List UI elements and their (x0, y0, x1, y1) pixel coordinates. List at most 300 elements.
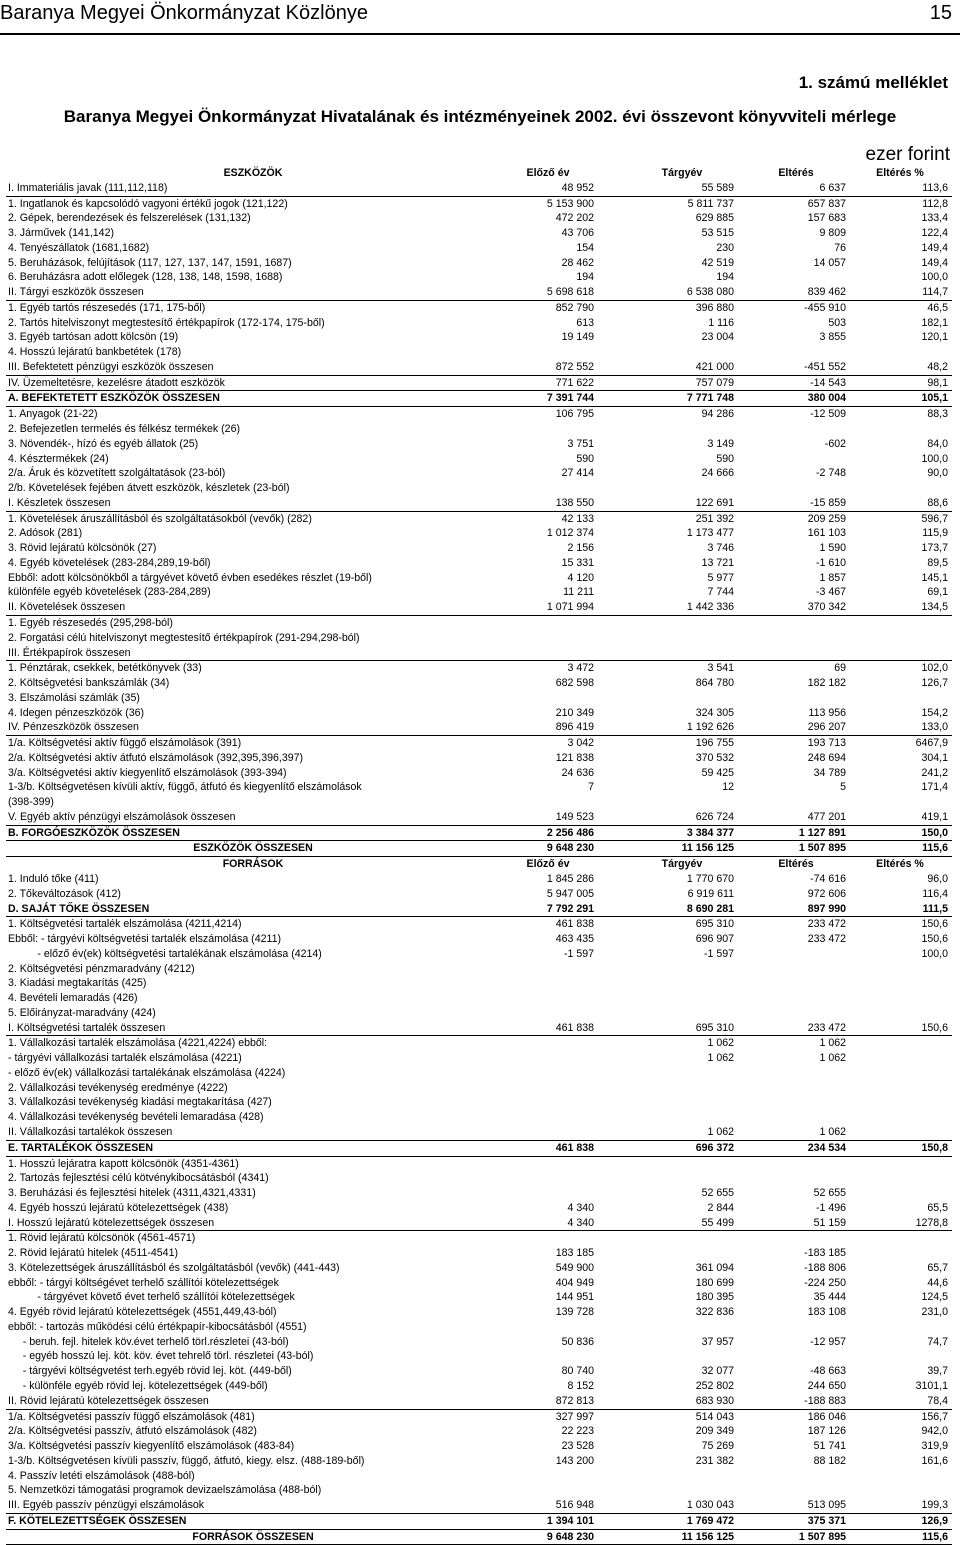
difference-cell: 233 472 (807, 918, 846, 931)
difference-cell: 183 108 (807, 1306, 846, 1319)
current-year-cell: 53 515 (701, 227, 734, 240)
current-year-cell: 32 077 (701, 1365, 734, 1378)
prev-year-cell: 48 952 (561, 181, 594, 194)
row-label: I. Hosszú lejáratú kötelezettségek összesen (8, 1216, 215, 1229)
table-row (6, 496, 952, 512)
prev-year-cell: 461 838 (555, 918, 594, 931)
difference-cell (746, 646, 846, 661)
prev-year-cell: 194 (576, 271, 594, 284)
difference-pct-cell: 150,0 (921, 826, 948, 839)
difference-pct-cell (852, 631, 948, 646)
prev-year-cell: 1 394 101 (546, 1514, 594, 1527)
difference-pct-cell: 90,0 (927, 467, 948, 480)
table-row (6, 1171, 952, 1186)
difference-cell: 657 837 (807, 197, 846, 210)
current-year-cell (630, 1157, 734, 1172)
row-label: 2. Tartós hitelviszonyt megtestesítő értékpapírok (172-174, 175-ből) (8, 316, 325, 329)
prev-year-cell: 23 528 (561, 1440, 594, 1453)
prev-year-cell (502, 1349, 594, 1364)
prev-year-cell (502, 1095, 594, 1110)
difference-cell: Eltérés (778, 858, 814, 871)
difference-pct-cell (852, 1171, 948, 1186)
prev-year-cell: 472 202 (555, 212, 594, 225)
prev-year-cell: 896 419 (555, 721, 594, 734)
difference-pct-cell: 116,4 (922, 887, 948, 900)
row-label: 4. Egyéb hosszú lejáratú kötelezettségek (438) (8, 1201, 229, 1214)
unit-label: ezer forint (865, 144, 950, 165)
prev-year-cell: 7 (588, 781, 594, 794)
difference-pct-cell: 111,5 (922, 902, 948, 915)
row-label: 3. Vállalkozási tevékenység kiadási megtakarítása (427) (8, 1096, 272, 1109)
prev-year-cell: 461 838 (555, 1141, 594, 1154)
table-row (6, 1379, 952, 1394)
prev-year-cell (502, 1483, 594, 1498)
table-row (6, 1261, 952, 1276)
current-year-cell (630, 1246, 734, 1261)
difference-pct-cell: 113,6 (922, 181, 948, 194)
table-row (6, 841, 952, 857)
prev-year-cell: 2 156 (567, 542, 594, 555)
difference-cell (746, 481, 846, 496)
table-row (6, 181, 952, 197)
difference-cell (746, 947, 846, 962)
table-row (6, 1186, 952, 1201)
difference-cell: 375 371 (807, 1514, 846, 1527)
difference-cell: 1 062 (819, 1126, 846, 1138)
current-year-cell: 251 392 (695, 512, 734, 525)
difference-cell (746, 991, 846, 1006)
row-label: különféle egyéb követelések (283-284,289) (8, 586, 211, 599)
table-row (6, 661, 952, 676)
row-label: 1. Költségvetési tartalék elszámolása (4211,4214) (8, 918, 242, 931)
prev-year-cell: 5 947 005 (546, 887, 594, 900)
table-row (6, 197, 952, 212)
row-label: 3. Elszámolási számlák (35) (8, 691, 140, 704)
difference-cell: 477 201 (807, 810, 846, 823)
current-year-cell: 5 811 737 (687, 197, 734, 210)
row-label: ebből: - tárgyi költségévet terhelő szállítói kötelezettségek (8, 1276, 279, 1289)
prev-year-cell: 15 331 (561, 556, 594, 569)
table-row (6, 691, 952, 706)
row-label: 1. Rövid lejáratú kölcsönök (4561-4571) (8, 1232, 196, 1245)
table-row (6, 1394, 952, 1410)
table-row (6, 676, 952, 691)
prev-year-cell: 106 795 (555, 408, 594, 421)
prev-year-cell: 590 (576, 452, 594, 465)
difference-cell: 161 103 (807, 527, 846, 540)
prev-year-cell (502, 1320, 594, 1335)
row-label: 3. Kötelezettségek áruszállításból és szolgáltatásból (vevők) (441-443) (8, 1261, 340, 1274)
table-row (6, 316, 952, 331)
difference-cell: -48 663 (810, 1365, 846, 1378)
difference-cell: 1 062 (819, 1052, 846, 1065)
row-label: - tárgyévet követő évet terhelő szállítói kötelezettségek (8, 1291, 295, 1304)
prev-year-cell: 149 523 (555, 810, 594, 823)
prev-year-cell: 24 636 (561, 766, 594, 779)
difference-cell: 1 590 (819, 542, 846, 555)
table-header-row (6, 857, 952, 872)
row-label: ebből: - tartozás működési célú értékpapír-kibocsátásból (4551) (8, 1320, 307, 1333)
difference-cell: 897 990 (807, 902, 846, 915)
table-row (6, 360, 952, 376)
prev-year-cell: 3 751 (567, 437, 594, 450)
row-label: 4. Késztermékek (24) (8, 452, 109, 465)
prev-year-cell: 144 951 (555, 1291, 594, 1304)
current-year-cell: 23 004 (701, 331, 734, 344)
current-year-cell: 1 030 043 (686, 1499, 734, 1512)
prev-year-cell (502, 1157, 594, 1172)
prev-year-cell: 4 340 (567, 1201, 594, 1214)
row-label: 1. Vállalkozási tartalék elszámolása (4221,4224) ebből: (8, 1037, 268, 1050)
current-year-cell: 24 666 (701, 467, 734, 480)
difference-pct-cell: 596,7 (921, 512, 948, 525)
current-year-cell: 3 541 (707, 662, 734, 675)
difference-pct-cell (852, 1157, 948, 1172)
difference-cell: -188 806 (804, 1261, 846, 1274)
table-row (6, 1081, 952, 1096)
prev-year-cell: 327 997 (555, 1410, 594, 1423)
difference-pct-cell: 114,7 (922, 286, 948, 299)
difference-pct-cell (852, 1125, 948, 1140)
prev-year-cell: 50 836 (561, 1335, 594, 1348)
prev-year-cell (502, 1231, 594, 1246)
current-year-cell: 370 532 (695, 751, 734, 764)
current-year-cell: 5 977 (707, 571, 734, 584)
difference-pct-cell (852, 1066, 948, 1081)
current-year-cell: 421 000 (695, 360, 734, 373)
difference-pct-cell: 69,1 (927, 586, 948, 599)
current-year-cell: 6 919 611 (687, 887, 734, 900)
row-label: IV. Pénzeszközök összesen (8, 721, 139, 734)
difference-pct-cell: 3101,1 (915, 1380, 948, 1393)
current-year-cell: 1 116 (708, 316, 734, 329)
difference-cell: 51 741 (813, 1440, 846, 1453)
current-year-cell (630, 795, 734, 810)
row-label: I. Immateriális javak (111,112,118) (8, 181, 168, 194)
current-year-cell: 3 384 377 (686, 826, 734, 839)
difference-pct-cell: 115,6 (922, 1530, 948, 1543)
difference-cell: 187 126 (807, 1425, 846, 1438)
difference-pct-cell: 39,7 (927, 1365, 948, 1378)
table-row (6, 211, 952, 226)
row-label: 5. Nemzetközi támogatási programok devizaelszámolása (488-ból) (8, 1484, 322, 1497)
table-row (6, 902, 952, 918)
difference-cell (746, 631, 846, 646)
prev-year-cell: 8 152 (567, 1380, 594, 1393)
row-label: 4. Idegen pénzeszközök (36) (8, 706, 145, 719)
current-year-cell: 1 062 (707, 1052, 734, 1065)
table-row (6, 571, 952, 586)
table-row (6, 466, 952, 481)
current-year-cell: 11 156 125 (681, 842, 734, 855)
row-label: - egyéb hosszú lej. köt. köv. évet tehrelő törl. részletei (43-ból) (8, 1350, 314, 1363)
row-label: 2. Tőkeváltozások (412) (8, 887, 121, 900)
row-label: 3. Beruházási és fejlesztési hitelek (4311,4321,4331) (8, 1187, 256, 1200)
table-row (6, 795, 952, 810)
table-row (6, 1498, 952, 1514)
difference-pct-cell: 133,0 (921, 721, 948, 734)
row-label: 3. Rövid lejáratú kölcsönök (27) (8, 542, 157, 555)
current-year-cell: 11 156 125 (681, 1530, 734, 1543)
balance-sheet-table (6, 166, 952, 1545)
difference-pct-cell: 120,1 (921, 331, 948, 344)
table-row (6, 437, 952, 452)
current-year-cell: 1 062 (707, 1037, 734, 1050)
table-row (6, 616, 952, 631)
row-label: 4. Vállalkozási tevékenység bevételi lemaradása (428) (8, 1111, 264, 1124)
table-row (6, 1439, 952, 1454)
table-row (6, 1305, 952, 1320)
difference-cell: -1 496 (815, 1201, 846, 1214)
row-label: 1. Ingatlanok és kapcsolódó vagyoni értékű jogok (121,122) (8, 197, 288, 210)
row-label: 3. Kiadási megtakarítás (425) (8, 977, 147, 990)
difference-cell (746, 1095, 846, 1110)
difference-pct-cell (852, 1186, 948, 1201)
difference-pct-cell: 149,4 (921, 256, 948, 269)
difference-pct-cell: 78,4 (927, 1394, 948, 1407)
current-year-cell: 42 519 (701, 256, 734, 269)
difference-pct-cell (852, 1051, 948, 1066)
difference-pct-cell (852, 691, 948, 706)
prev-year-cell (502, 646, 594, 661)
difference-pct-cell (852, 1469, 948, 1484)
row-label: I. Készletek összesen (8, 496, 111, 509)
difference-pct-cell: 74,7 (927, 1335, 948, 1348)
difference-cell: 35 444 (813, 1291, 846, 1304)
difference-pct-cell (852, 646, 948, 661)
row-label: 1-3/b. Költségvetésen kívüli aktív, függő, átfutó és kiegyenlítő elszámolások (8, 781, 362, 794)
row-label: (398-399) (8, 796, 54, 809)
row-label: - tárgyévi vállalkozási tartalék elszámolása (4221) (8, 1052, 242, 1065)
current-year-cell: 361 094 (695, 1261, 734, 1274)
difference-cell: -224 250 (804, 1276, 846, 1289)
difference-cell: -451 552 (804, 360, 846, 373)
difference-cell: 14 057 (813, 256, 846, 269)
table-row (6, 226, 952, 241)
row-label: - előző év(ek) költségvetési tartalékának elszámolása (4214) (8, 947, 322, 960)
table-row (6, 600, 952, 616)
table-row (6, 526, 952, 541)
table-row (6, 1036, 952, 1051)
row-label: 2/a. Költségvetési passzív, átfutó elszámolások (482) (8, 1425, 257, 1438)
table-row (6, 1201, 952, 1216)
current-year-cell (630, 631, 734, 646)
prev-year-cell: 852 790 (555, 301, 594, 314)
table-row (6, 1483, 952, 1498)
row-label: - beruh. fejl. hitelek köv.évet terhelő törl.részletei (43-ból) (8, 1335, 289, 1348)
row-label: E. TARTALÉKOK ÖSSZESEN (8, 1141, 153, 1154)
difference-cell: 233 472 (807, 1021, 846, 1034)
difference-cell: 209 259 (807, 512, 846, 525)
difference-cell: 52 655 (813, 1187, 846, 1200)
table-row (6, 1335, 952, 1350)
row-label: I. Költségvetési tartalék összesen (8, 1021, 166, 1034)
prev-year-cell: 7 391 744 (546, 392, 594, 405)
difference-pct-cell: 46,5 (927, 301, 948, 314)
difference-cell: 513 095 (807, 1499, 846, 1512)
table-row (6, 1424, 952, 1439)
table-row (6, 407, 952, 422)
difference-cell: 113 956 (808, 706, 846, 719)
current-year-cell: 1 173 477 (686, 527, 734, 540)
table-row (6, 826, 952, 842)
difference-pct-cell: 199,3 (921, 1499, 948, 1512)
row-label: II. Tárgyi eszközök összesen (8, 286, 144, 299)
difference-cell: 839 462 (807, 286, 846, 299)
table-row (6, 1514, 952, 1530)
current-year-cell: 209 349 (695, 1425, 734, 1438)
difference-pct-cell: 96,0 (927, 872, 948, 885)
difference-pct-cell: 133,4 (921, 212, 948, 225)
table-row (6, 391, 952, 407)
difference-cell: -3 467 (815, 586, 846, 599)
difference-pct-cell: 419,1 (921, 810, 948, 823)
table-row (6, 1157, 952, 1172)
table-row (6, 646, 952, 662)
row-label: 1. Egyéb tartós részesedés (171, 175-ből) (8, 301, 206, 314)
table-row (6, 376, 952, 392)
current-year-cell: 231 382 (695, 1454, 734, 1467)
table-row (6, 1021, 952, 1037)
prev-year-cell (502, 1081, 594, 1096)
table-row (6, 962, 952, 977)
difference-pct-cell: 150,6 (921, 1021, 948, 1034)
difference-cell: 233 472 (807, 933, 846, 946)
difference-cell: -1 610 (815, 556, 846, 569)
prev-year-cell: 5 153 900 (546, 197, 594, 210)
current-year-cell: 7 771 748 (686, 392, 734, 405)
current-year-cell: 55 589 (701, 181, 734, 194)
table-row (6, 1454, 952, 1469)
table-row (6, 766, 952, 781)
current-year-cell: 683 930 (695, 1394, 734, 1407)
current-year-cell (630, 1095, 734, 1110)
difference-pct-cell (852, 1320, 948, 1335)
document-title: Baranya Megyei Önkormányzat Hivatalának és intézményeinek 2002. évi összevont könyvviteli mérlege (63, 107, 897, 126)
prev-year-cell: 872 552 (555, 360, 594, 373)
difference-cell: 234 534 (807, 1141, 846, 1154)
difference-pct-cell (852, 1483, 948, 1498)
difference-cell: 186 046 (807, 1410, 846, 1423)
difference-cell (746, 795, 846, 810)
difference-cell (746, 1006, 846, 1021)
prev-year-cell (502, 962, 594, 977)
row-label: 2. Vállalkozási tevékenység eredménye (4222) (8, 1081, 228, 1094)
table-row (6, 1276, 952, 1291)
table-row (6, 1410, 952, 1425)
current-year-cell: 629 885 (695, 212, 734, 225)
row-label: 1. Pénztárak, csekkek, betétkönyvek (33) (8, 662, 202, 675)
current-year-cell: 196 755 (695, 737, 734, 750)
difference-pct-cell: 98,1 (927, 376, 948, 389)
row-label: 1. Induló tőke (411) (8, 872, 99, 885)
current-year-cell: 180 699 (695, 1276, 734, 1289)
current-year-cell (630, 1066, 734, 1081)
row-label: 2. Forgatási célú hitelviszonyt megtestesítő értékpapírok (291-294,298-ból) (8, 631, 360, 644)
row-label: 1. Hosszú lejáratra kapott kölcsönök (4351-4361) (8, 1157, 239, 1170)
current-year-cell: 322 836 (695, 1306, 734, 1319)
row-label: 1. Anyagok (21-22) (8, 408, 98, 421)
row-label: II. Rövid lejáratú kötelezettségek összesen (8, 1394, 209, 1407)
table-row (6, 1364, 952, 1379)
prev-year-cell: 3 042 (567, 737, 594, 750)
prev-year-cell (502, 1469, 594, 1484)
prev-year-cell: 872 813 (555, 1394, 594, 1407)
row-label: 1. Egyéb részesedés (295,298-ból) (8, 616, 173, 629)
prev-year-cell (502, 1036, 594, 1051)
prev-year-cell: Előző év (526, 167, 570, 179)
table-row (6, 872, 952, 887)
prev-year-cell: 2 256 486 (546, 826, 594, 839)
row-label: 2. Költségvetési bankszámlák (34) (8, 677, 170, 690)
prev-year-cell (502, 631, 594, 646)
row-label: 6. Beruházásra adott előlegek (128, 138, 148, 1598, 1688) (8, 271, 283, 284)
table-row (6, 1231, 952, 1246)
current-year-cell: 122 691 (695, 496, 734, 509)
difference-pct-cell (852, 345, 948, 360)
current-year-cell (630, 481, 734, 496)
difference-cell: -15 859 (810, 496, 846, 509)
current-year-cell: 3 149 (707, 437, 734, 450)
current-year-cell: 37 957 (701, 1335, 734, 1348)
difference-cell: 1 127 891 (798, 826, 846, 839)
prev-year-cell (502, 1006, 594, 1021)
table-row (6, 1095, 952, 1110)
prev-year-cell: 42 133 (561, 512, 594, 525)
difference-cell (746, 1110, 846, 1125)
difference-cell: 503 (828, 316, 846, 329)
difference-cell: 51 159 (813, 1216, 846, 1229)
row-label: 3/a. Költségvetési passzív kiegyenlítő elszámolások (483-84) (8, 1440, 295, 1453)
prev-year-cell (502, 1110, 594, 1125)
prev-year-cell (502, 976, 594, 991)
prev-year-cell: 139 728 (555, 1306, 594, 1319)
prev-year-cell (502, 1171, 594, 1186)
difference-pct-cell: 48,2 (927, 360, 948, 373)
prev-year-cell (502, 691, 594, 706)
current-year-cell (630, 691, 734, 706)
table-row (6, 720, 952, 736)
difference-cell: 193 713 (807, 737, 846, 750)
prev-year-cell: 22 223 (561, 1425, 594, 1438)
difference-cell: -14 543 (810, 376, 846, 389)
prev-year-cell: 404 949 (555, 1276, 594, 1289)
difference-pct-cell: 171,4 (921, 781, 948, 794)
difference-cell (746, 1483, 846, 1498)
difference-pct-cell: 150,6 (921, 918, 948, 931)
difference-pct-cell: 115,9 (922, 527, 948, 540)
row-label: ESZKÖZÖK ÖSSZESEN (193, 842, 313, 855)
difference-cell: 3 855 (819, 331, 846, 344)
current-year-cell: 7 744 (707, 586, 734, 599)
prev-year-cell: 613 (576, 316, 594, 329)
row-label: 1/a. Költségvetési aktív függő elszámolások (391) (8, 737, 242, 750)
difference-pct-cell: 89,5 (927, 556, 948, 569)
difference-pct-cell: 149,4 (921, 241, 948, 254)
row-label: 5. Előirányzat-maradvány (424) (8, 1006, 156, 1019)
current-year-cell: -1 597 (703, 947, 734, 960)
table-row (6, 1141, 952, 1157)
row-label: 2. Rövid lejáratú hitelek (4511-4541) (8, 1247, 178, 1260)
row-label: D. SAJÁT TŐKE ÖSSZESEN (8, 902, 150, 915)
difference-pct-cell: 65,5 (927, 1201, 948, 1214)
table-row (6, 241, 952, 256)
difference-pct-cell: 161,6 (921, 1454, 948, 1467)
difference-cell (746, 1349, 846, 1364)
prev-year-cell: -1 597 (563, 947, 594, 960)
table-row (6, 810, 952, 826)
current-year-cell: 864 780 (695, 677, 734, 690)
